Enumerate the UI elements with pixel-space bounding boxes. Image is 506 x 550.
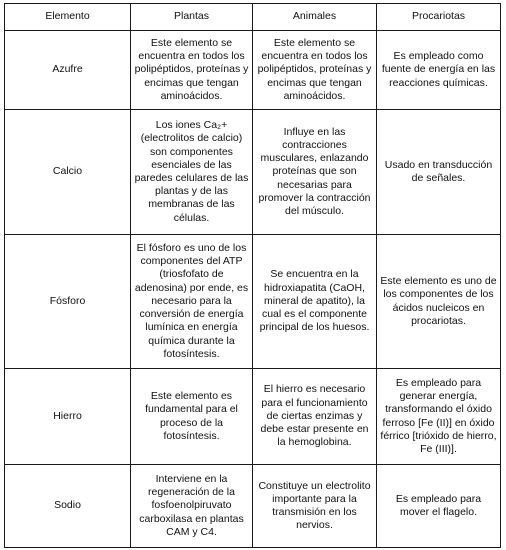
animales-cell: Influye en las contracciones musculares, enlazando proteínas que son necesarias para promover la contracción del músculo. bbox=[253, 110, 377, 235]
elements-table bbox=[4, 3, 501, 548]
procariotas-cell: Es empleado para generar energía, transformando el óxido ferroso [Fe (II)] en óxido férrico [trióxido de hierro, Fe (III)]. bbox=[377, 369, 501, 465]
plantas-cell: Este elemento se encuentra en todos los polipéptidos, proteínas y encimas que tengan aminoácidos. bbox=[131, 31, 253, 110]
plantas-cell: Interviene en la regeneración de la fosfoenolpiruvato carboxilasa en plantas CAM y C4. bbox=[131, 465, 253, 548]
header-plantas: Plantas bbox=[131, 4, 253, 31]
element-name-cell: Fósforo bbox=[5, 235, 131, 369]
plantas-cell: Los iones Ca₂+ (electrolitos de calcio) son componentes esenciales de las paredes celulares de las plantas y de las membranas de las células. bbox=[131, 110, 253, 235]
header-procariotas: Procariotas bbox=[377, 4, 501, 31]
procariotas-cell: Usado en transducción de señales. bbox=[377, 110, 501, 235]
procariotas-cell: Es empleado para mover el flagelo. bbox=[377, 465, 501, 548]
table-row bbox=[5, 235, 501, 369]
header-elemento: Elemento bbox=[5, 4, 131, 31]
plantas-cell: El fósforo es uno de los componentes del ATP (triosfofato de adenosina) por ende, es necesario para la conversión de energía lumínica en energía química durante la fotosíntesis. bbox=[131, 235, 253, 369]
table-row bbox=[5, 465, 501, 548]
table-row bbox=[5, 31, 501, 110]
table-row bbox=[5, 369, 501, 465]
element-name-cell: Hierro bbox=[5, 369, 131, 465]
element-name-cell: Azufre bbox=[5, 31, 131, 110]
element-name-cell: Calcio bbox=[5, 110, 131, 235]
animales-cell: Se encuentra en la hidroxiapatita (CaOH, mineral de apatito), la cual es el componente principal de los huesos. bbox=[253, 235, 377, 369]
plantas-cell: Este elemento es fundamental para el proceso de la fotosíntesis. bbox=[131, 369, 253, 465]
procariotas-cell: Es empleado como fuente de energía en las reacciones químicas. bbox=[377, 31, 501, 110]
table-header-row bbox=[5, 4, 501, 31]
element-name-cell: Sodio bbox=[5, 465, 131, 548]
header-animales: Animales bbox=[253, 4, 377, 31]
animales-cell: Este elemento se encuentra en todos los polipéptidos, proteínas y encimas que tengan aminoácidos. bbox=[253, 31, 377, 110]
table-row bbox=[5, 110, 501, 235]
animales-cell: El hierro es necesario para el funcionamiento de ciertas enzimas y debe estar presente en la hemoglobina. bbox=[253, 369, 377, 465]
animales-cell: Constituye un electrolito importante para la transmisión en los nervios. bbox=[253, 465, 377, 548]
procariotas-cell: Este elemento es uno de los componentes de los ácidos nucleicos en procariotas. bbox=[377, 235, 501, 369]
